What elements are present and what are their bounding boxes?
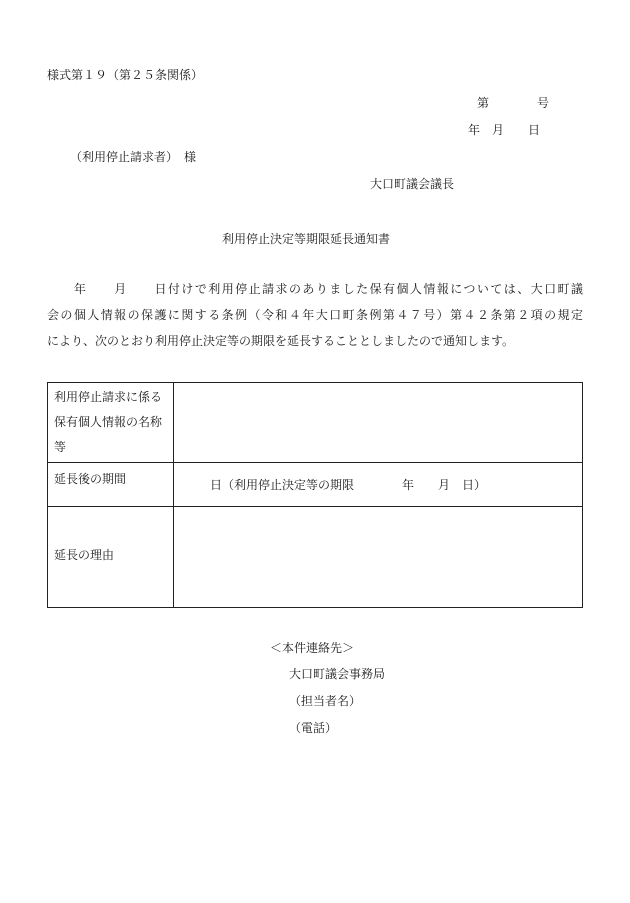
document-number: 第 号 — [477, 96, 550, 110]
extension-period-value: 日（利用停止決定等の期限 年 月 日） — [210, 478, 487, 492]
table-column-divider — [173, 383, 174, 607]
table-row-divider — [48, 462, 582, 463]
table-row-divider — [48, 506, 582, 507]
addressee: （利用停止請求者） 様 — [70, 150, 197, 164]
contact-phone: （電話） — [289, 721, 338, 735]
extension-period-label: 延長後の期間 — [54, 472, 127, 486]
body-text-line: 年 月 日付けで利用停止請求のありました保有個人情報については、大口町議 — [47, 282, 583, 296]
contact-person: （担当者名） — [289, 694, 362, 708]
info-name-label: 利用停止請求に係る保有個人情報の名称等 — [54, 390, 163, 454]
body-text-line: 会の個人情報の保護に関する条例（令和４年大口町条例第４７号）第４２条第２項の規定 — [47, 308, 583, 322]
extension-reason-label: 延長の理由 — [54, 548, 115, 562]
body-text-line: により、次のとおり利用停止決定等の期限を延長することとしましたので通知します。 — [47, 334, 515, 348]
sender: 大口町議会議長 — [370, 177, 455, 191]
document-title: 利用停止決定等期限延長通知書 — [222, 232, 391, 246]
info-table — [47, 382, 583, 608]
document-date: 年 月 日 — [468, 123, 541, 137]
contact-office: 大口町議会事務局 — [289, 667, 386, 681]
contact-header: ＜本件連絡先＞ — [270, 641, 355, 655]
form-number: 様式第１９（第２５条関係） — [47, 68, 204, 82]
